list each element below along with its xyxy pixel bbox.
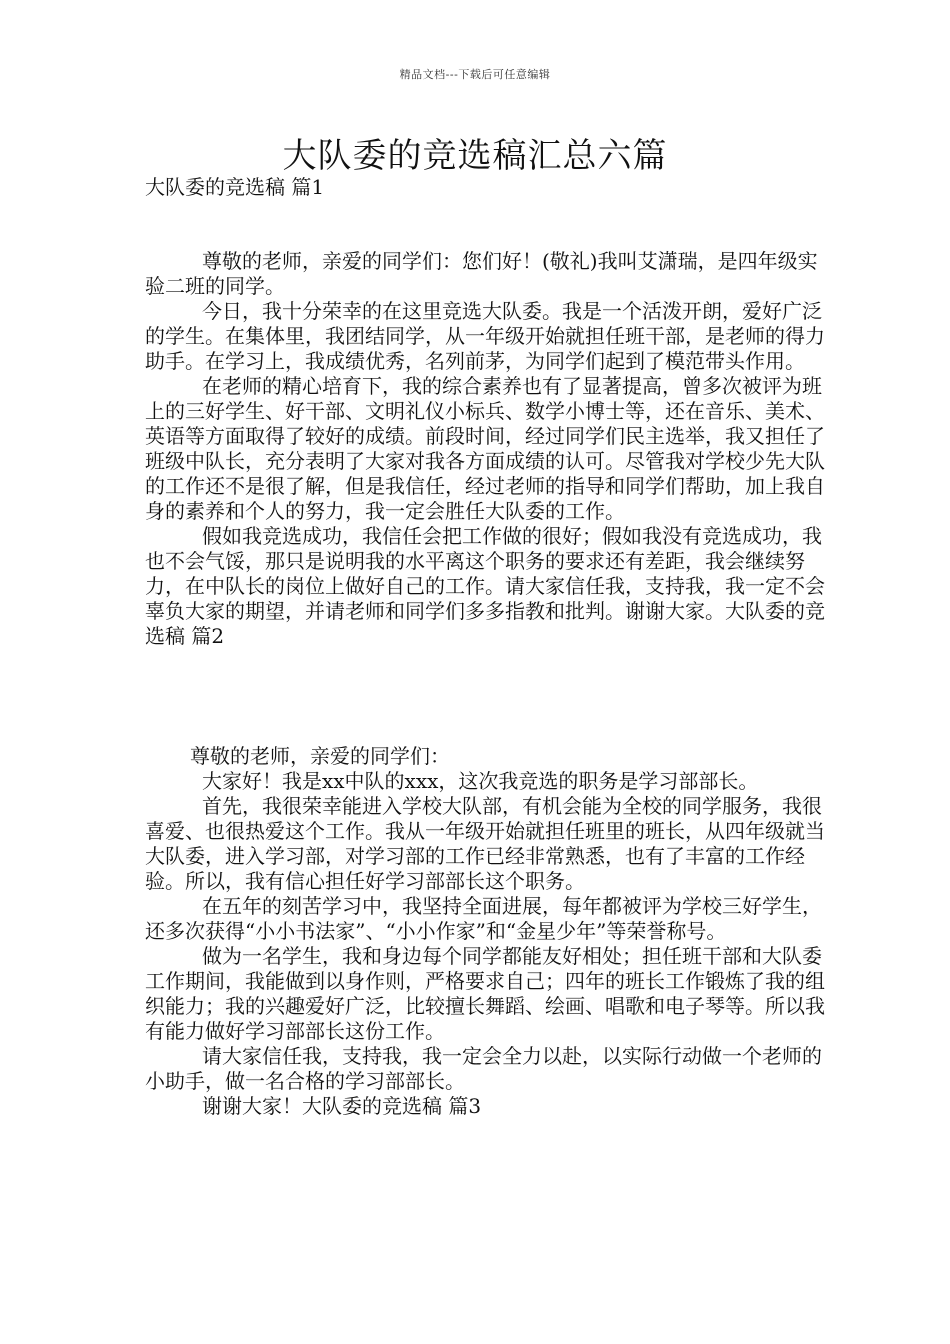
header-note: 精品文档---下载后可任意编辑 bbox=[399, 68, 551, 81]
paragraph: 今日，我十分荣幸的在这里竞选大队委。我是一个活泼开朗，爱好广泛的学生。在集体里，我团结同学，从一年级开始就担任班干部，是老师的得力助手。在学习上，我成绩优秀，名列前茅，为同学们起到了模范带头作用。 bbox=[145, 299, 825, 373]
paragraph: 大家好！我是xx中队的xxx，这次我竞选的职务是学习部部长。 bbox=[202, 769, 759, 793]
paragraph: 谢谢大家！大队委的竞选稿 篇3 bbox=[202, 1094, 482, 1118]
paragraph: 尊敬的老师，亲爱的同学们：您们好！(敬礼)我叫艾潇瑞，是四年级实验二班的同学。 bbox=[145, 249, 818, 298]
greeting: 尊敬的老师，亲爱的同学们： bbox=[190, 744, 450, 768]
section-1-body bbox=[145, 249, 825, 649]
paragraph: 在五年的刻苦学习中，我坚持全面进展，每年都被评为学校三好学生，还多次获得“小小书法家”、“小小作家”和“金星少年”等荣誉称号。 bbox=[145, 894, 822, 943]
paragraph: 首先，我很荣幸能进入学校大队部，有机会能为全校的同学服务，我很喜爱、也很热爱这个工作。我从一年级开始就担任班里的班长，从四年级就当大队委，进入学习部，对学习部的工作已经非常熟悉，也有了丰富的工作经验。所以，我有信心担任好学习部部长这个职务。 bbox=[145, 794, 825, 893]
section-2-body bbox=[145, 744, 825, 1119]
paragraph: 做为一名学生，我和身边每个同学都能友好相处；担任班干部和大队委工作期间，我能做到以身作则，严格要求自己；四年的班长工作锻炼了我的组织能力；我的兴趣爱好广泛，比较擅长舞蹈、绘画、唱歌和电子琴等。所以我有能力做好学习部部长这份工作。 bbox=[145, 944, 825, 1043]
section-1-heading: 大队委的竞选稿 篇1 bbox=[145, 175, 325, 199]
paragraph: 请大家信任我，支持我，我一定会全力以赴，以实际行动做一个老师的小助手，做一名合格的学习部部长。 bbox=[145, 1044, 822, 1093]
paragraph: 假如我竞选成功，我信任会把工作做的很好；假如我没有竞选成功，我也不会气馁，那只是说明我的水平离这个职务的要求还有差距，我会继续努力，在中队长的岗位上做好自己的工作。请大家信任我，支持我，我一定不会辜负大家的期望，并请老师和同学们多多指教和批判。谢谢大家。大队委的竞选稿 篇2 bbox=[145, 524, 825, 648]
paragraph: 在老师的精心培育下，我的综合素养也有了显著提高，曾多次被评为班上的三好学生、好干部、文明礼仪小标兵、数学小博士等，还在音乐、美术、英语等方面取得了较好的成绩。前段时间，经过同学们民主选举，我又担任了班级中队长，充分表明了大家对我各方面成绩的认可。尽管我对学校少先大队的工作还不是很了解，但是我信任，经过老师的指导和同学们帮助，加上我自身的素养和个人的努力，我一定会胜任大队委的工作。 bbox=[145, 374, 825, 523]
document-title: 大队委的竞选稿汇总六篇 bbox=[282, 136, 668, 176]
